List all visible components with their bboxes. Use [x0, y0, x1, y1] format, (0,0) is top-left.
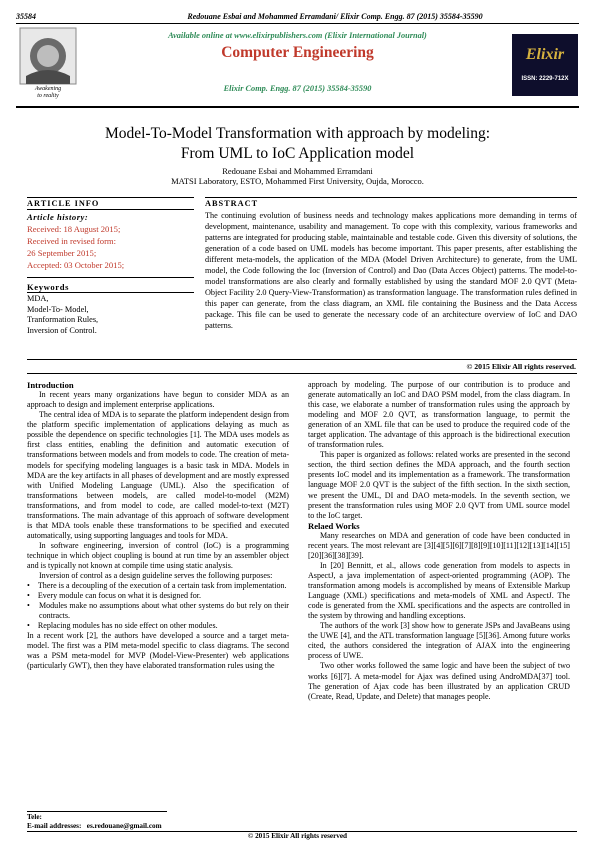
header-bottom-rule	[16, 106, 579, 108]
article-info-heading: ARTICLE INFO	[27, 199, 100, 208]
authors: Redouane Esbai and Mohammed Erramdani	[222, 166, 373, 176]
title-line-1: Model-To-Model Transformation with approach by modeling:	[104, 125, 491, 142]
title-line-2: From UML to IoC Application model	[180, 145, 415, 162]
available-online: Available online at www.elixirpublishers.com (Elixir International Journal)	[168, 31, 427, 40]
email-label: E-mail addresses:	[27, 822, 82, 830]
elixir-logo-word: Elixir	[525, 46, 565, 63]
keyword: Tranformation Rules,	[27, 315, 99, 324]
logo-caption-1: Awakening	[34, 86, 62, 92]
footnote-tele: Tele:	[27, 813, 42, 821]
abstract-top-rule	[205, 197, 577, 198]
journal-citation: Elixir Comp. Engg. 87 (2015) 35584-35590	[223, 84, 372, 93]
abstract-text: The continuing evolution of business needs and technology makes applications more demanding in terms of development, maintenance, usability and management. To cope with this complexity, various frameworks and patterns are integrated for producing stable, maintainable and testable code. Given this diversity of solutions, the generation of a code based on UML models has become important. This paper presents, after establishing the different meta-models, the application of the MDA (Model Driven Architecture) to generate, from the UML model, the Code following the Ioc (Inversion of Control) and Dao (Data Acces Object) patterns. The model-to-model transformations are also clearly and formally established by using the standard MOF 2.0 QVT (Meta-Object Facility 2.0 Query-View-Transformation) as transformation language. The transformation rules defined in this paper can generate, from the class diagram, an XML file containing the Business and the Data Access package. This file can be used to generate the necessary code of an architecture overview of IoC and DAO patterns.	[205, 211, 577, 331]
keyword: Inversion of Control.	[27, 325, 97, 335]
bullet-mark: •	[27, 581, 30, 591]
elixir-issn: ISSN: 2229-712X	[521, 76, 569, 82]
elixir-logo	[512, 34, 578, 96]
bullet-item: • Replacing modules has no side effect on other modules.	[27, 621, 218, 631]
paper-title	[16, 124, 579, 164]
history-label: Article history:	[27, 212, 89, 222]
accepted-date: Accepted: 03 October 2015;	[27, 260, 125, 270]
keywords-label: Keywords	[27, 282, 70, 292]
paragraph: In recent years many organizations have begun to consider MDA as an approach to design and implement enterprise applications.	[27, 390, 289, 410]
paragraph: In a recent work [2], the authors have developed a source and a target meta-model. The first was a PIM meta-model specific to class diagrams. The second was a PSM meta-model for MVP (Model-View-Presenter) web applications (particularly GWT), then they have elaborated transformation rules using the	[27, 631, 289, 671]
paragraph: This paper is organized as follows: related works are presented in the second section, the third section defines the MDA approach, and the fourth section presents IoC model and its implementation as a framework. The transformation language MOF 2.0 QVT is the subject of the fifth section. In the sixth section, we present the UML, DI and DAO meta-models. In the seventh section, we present the transformation rules using MOF 2.0 QVT from UML source model to the IoC target.	[308, 450, 570, 520]
info-rule-3	[27, 277, 194, 278]
paragraph: Two other works followed the same logic and have been the subject of two works [6][7]. A meta-model for Ajax was defined using AndroMDA[37] tool. The generation of Ajax code has been illustrated by an application CRUD (Create, Read, Update, and Delete) that manages people.	[308, 661, 570, 701]
introduction-heading: Introduction	[27, 380, 74, 390]
related-works-heading: Relaed Works	[308, 520, 360, 531]
footer-copyright: © 2015 Elixir All rights reserved	[247, 832, 348, 840]
abstract-heading: ABSTRACT	[205, 199, 259, 208]
paragraph: The central idea of MDA is to separate the platform independent design from the platform specific implementation of applications delaying as much as possible the dependence on specific technologies [1]. The MDA uses models as first class entities, enabling the definition and automatic execution of transformations between models and from models to code. The creation of meta-models for specifying modeling languages is a basic task in MDA. Models in MDA are the key artifacts in all phases of development and are mostly expressed with Unified Modeling Language (UML). Also the specification of transformations between models, are called model-to-model (M2M) transformations, and from model to code, are called model-to-text (M2T) transformations. The main advantage of this approach of software development is that MDA tools enable these transformations to be specified and executed automatically, using supporting languages and tools for MDA.	[27, 410, 289, 540]
left-column	[27, 380, 289, 672]
keyword: MDA,	[27, 294, 49, 303]
revised-label: Received in revised form:	[27, 236, 117, 246]
paragraph: In software engineering, inversion of control (IoC) is a programming technique in which object coupling is bound at run time by an assembler object and is typically not known at compile time using static analysis.	[27, 540, 289, 570]
paragraph: The authors of the work [3] show how to generate JSPs and JavaBeans using the UWE [4], and the ATL transformation language [5][36]. Among future works cited, the authors considered the integration of AJAX into the engineering process of UWE.	[308, 621, 570, 661]
paragraph: In [20] Bennitt, et al., allows code generation from models to aspects in AspectJ, a java implementation of aspect-oriented programming (AOP). The transformation among models is accomplished by means of Extensible Markup Language (XML) specifications and meta-models of XML and AspectJ. The code is generated from the XML specifications and the aspects are controlled in the system by throwing and handling exceptions.	[308, 561, 570, 621]
keyword: Model-To- Model,	[27, 304, 89, 314]
paragraph: Inversion of control as a design guideline serves the following purposes:	[39, 571, 273, 581]
bullet-mark: •	[27, 621, 30, 631]
received-date: Received: 18 August 2015;	[27, 224, 121, 234]
bullet-item: • There is a decoupling of the execution of a certain task from implementation.	[27, 581, 287, 591]
info-top-rule	[27, 197, 194, 198]
footnote-rule	[27, 811, 167, 812]
affiliation: MATSI Laboratory, ESTO, Mohammed First University, Oujda, Morocco.	[171, 176, 424, 186]
info-rule-2	[27, 209, 194, 210]
abstract-copyright: © 2015 Elixir All rights reserved.	[466, 362, 576, 371]
journal-name: Computer Engineering	[221, 44, 374, 61]
revised-date: 26 September 2015;	[27, 248, 97, 258]
bullet-item: • Modules make no assumptions about what other systems do but rely on their contracts.	[27, 601, 289, 621]
publisher-logo	[18, 26, 78, 108]
email-address[interactable]: es.redouane@gmail.com	[86, 822, 162, 830]
page-number: 35584	[16, 12, 36, 21]
footnote-email	[27, 822, 162, 830]
keywords-list	[27, 294, 98, 336]
bullet-mark: •	[27, 601, 30, 611]
info-rule-4	[27, 292, 194, 293]
abstract-bottom-rule-2	[27, 373, 577, 374]
history-dates	[27, 223, 124, 271]
paragraph: approach by modeling. The purpose of our contribution is to produce and generate automatically an IoC and DAO PSM model, from the class diagram. In this case, we elaborate a number of transformation rules using the approach by modeling and MOF 2.0 QVT, as transformation language, to permit the generation of an XML file that can be used to produce the required code of the target application. The advantage of this approach is the bidirectional execution of transformation rules.	[308, 380, 570, 450]
logo-caption-2: to reality	[37, 93, 59, 99]
paragraph: Many researches on MDA and generation of code have been conducted in recent years. The most relevant are [3][4][5][6][7][8][9][10][11][12][13][14][15][20][36][38][39].	[308, 530, 570, 560]
bullet-item: • Every module can focus on what it is designed for.	[27, 591, 202, 601]
header-rule	[16, 23, 579, 24]
running-header: Redouane Esbai and Mohammed Erramdani/ Elixir Comp. Engg. 87 (2015) 35584-35590	[187, 12, 483, 21]
right-column	[308, 380, 570, 702]
bullet-mark: •	[27, 591, 30, 601]
abstract-bottom-rule	[27, 359, 577, 360]
